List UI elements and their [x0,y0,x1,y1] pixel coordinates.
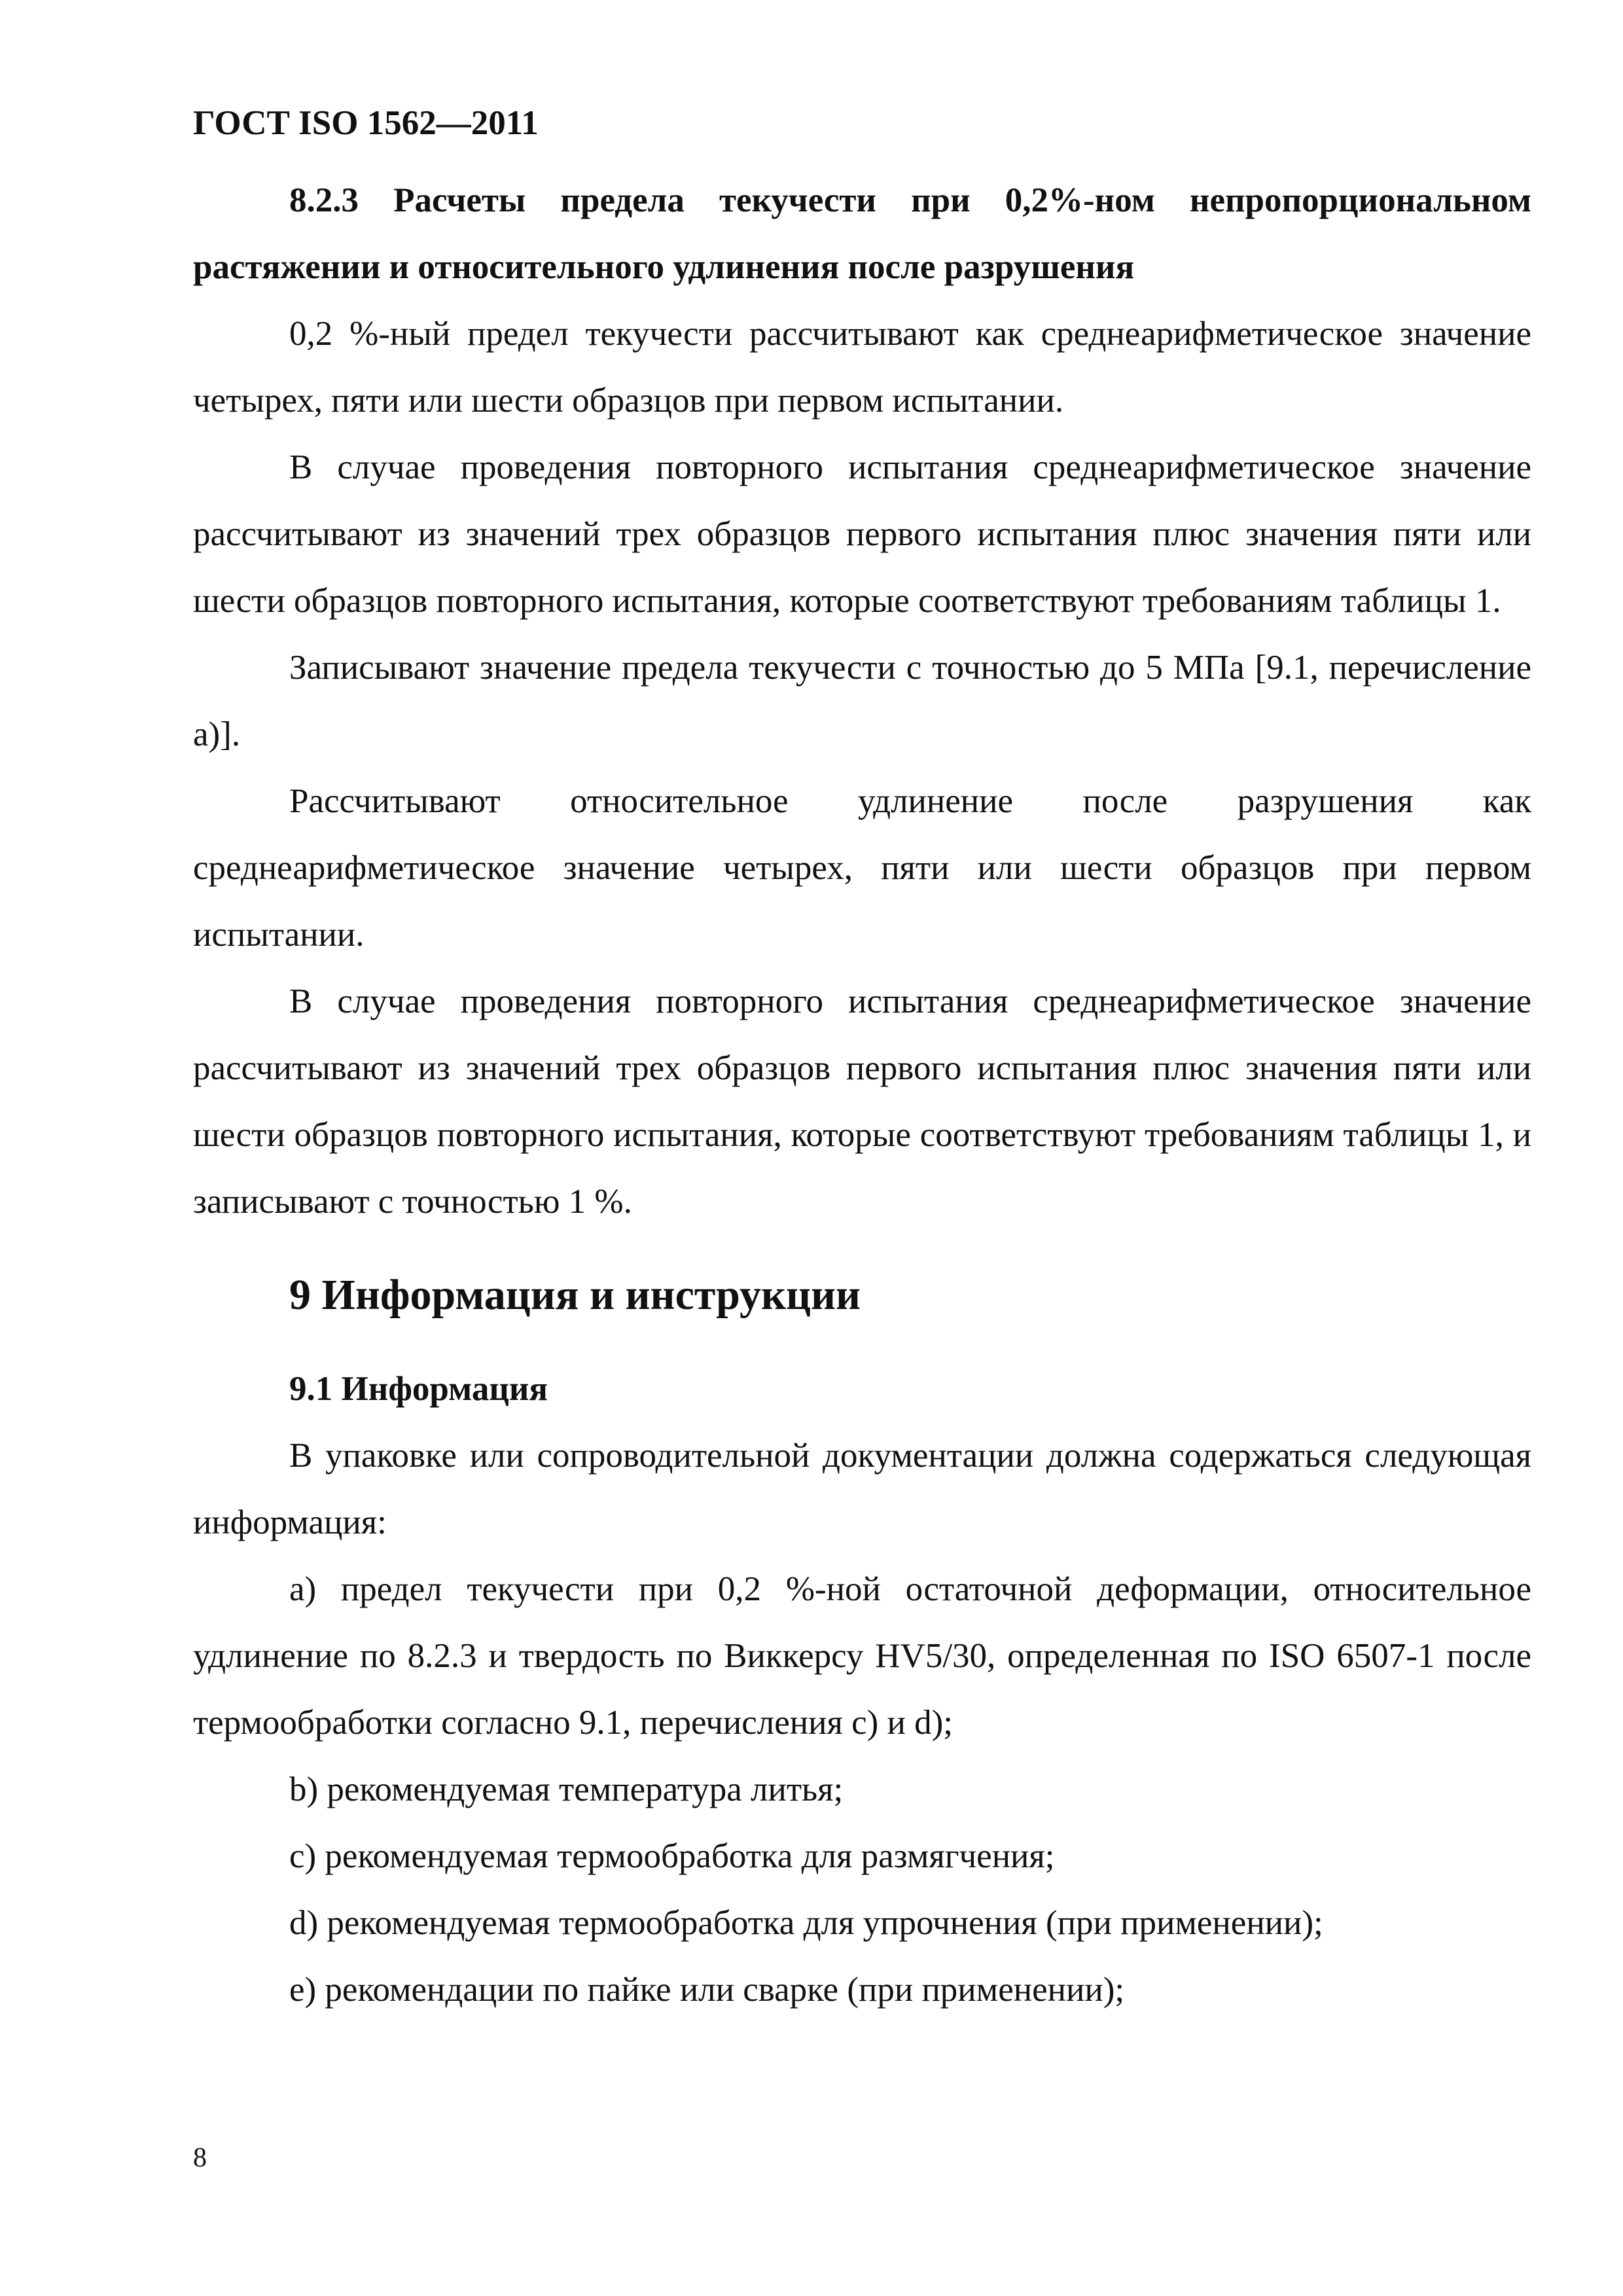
list-item: а) предел текучести при 0,2 %-ной остаточной деформации, относительное удлинение по 8.2.3 и твердость по Виккерсу HV5/30, определенная по ISO 6507-1 после термообработки согласно 9.1, перечисления с) и d); [193,1570,1531,1742]
list-item: b) рекомендуемая температура литья; [289,1770,844,1808]
page-content [193,167,1531,2023]
document-header-code: ГОСТ ISO 1562—2011 [193,104,539,142]
paragraph: В случае проведения повторного испытания среднеарифметическое значение рассчитывают из значений трех образцов первого испытания плюс значения пяти или шести образцов повторного испытания, которые соответствуют требованиям таблицы 1, и записывают с точностью 1 %. [193,982,1531,1221]
section-9-1-heading: 9.1 Информация [289,1370,548,1408]
section-9-1-intro: В упаковке или сопроводительной документации должна содержаться следующая информация: [193,1437,1531,1541]
paragraph: Записывают значение предела текучести с точностью до 5 МПа [9.1, перечисление а)]. [193,649,1531,753]
paragraph: 0,2 %-ный предел текучести рассчитывают как среднеарифметическое значение четырех, пяти или шести образцов при первом испытании. [193,315,1531,420]
section-8-2-3-heading: 8.2.3 Расчеты предела текучести при 0,2%-ном непропорциональном растяжении и относительного удлинения после разрушения [193,181,1531,286]
list-item: е) рекомендации по пайке или сварке (при применении); [289,1971,1125,2009]
list-item: d) рекомендуемая термообработка для упрочнения (при применении); [289,1904,1323,1942]
paragraph: В случае проведения повторного испытания среднеарифметическое значение рассчитывают из значений трех образцов первого испытания плюс значения пяти или шести образцов повторного испытания, которые соответствуют требованиям таблицы 1. [193,448,1531,620]
list-item: с) рекомендуемая термообработка для размягчения; [289,1837,1055,1875]
page-number: 8 [193,2143,207,2173]
paragraph: Рассчитывают относительное удлинение после разрушения как среднеарифметическое значение четырех, пяти или шести образцов при первом испытании. [193,782,1531,954]
section-9-heading: 9 Информация и инструкции [289,1271,861,1319]
